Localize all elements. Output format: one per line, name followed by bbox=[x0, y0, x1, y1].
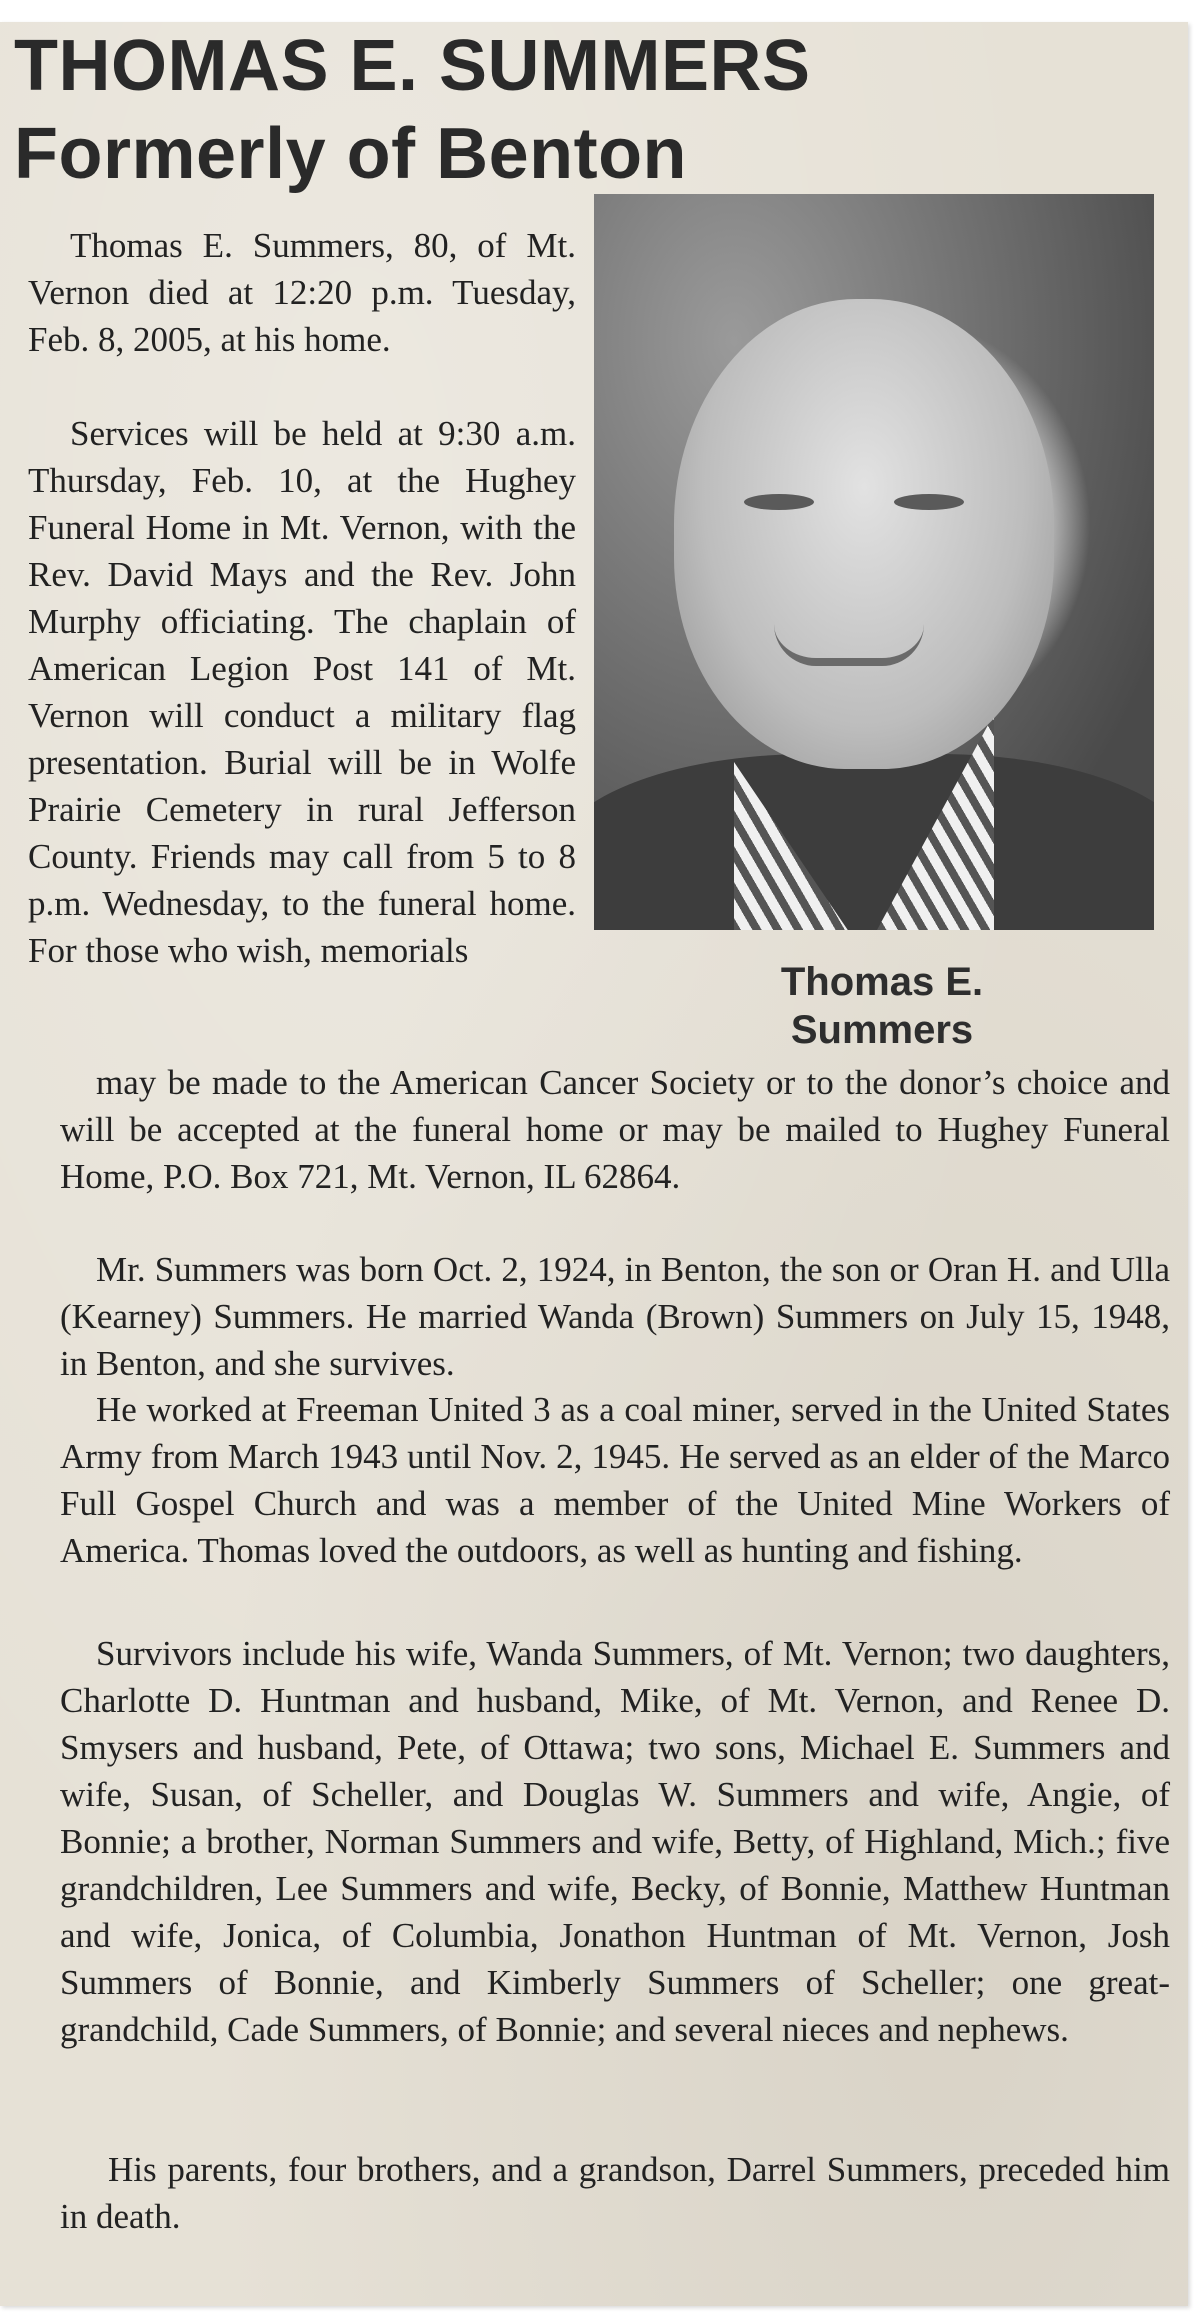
headline-subtitle: Formerly of Benton bbox=[14, 114, 688, 194]
photo-right-eye-shape bbox=[894, 494, 964, 510]
photo-smile-shape bbox=[774, 624, 924, 666]
headline-name: THOMAS E. SUMMERS bbox=[14, 26, 811, 106]
photo-caption: Thomas E. Summers bbox=[780, 960, 984, 1052]
paragraph-services: Services will be held at 9:30 a.m. Thursday, Feb. 10, at the Hughey Funeral Home in Mt. Vernon, with the Rev. David Mays and the Rev. John Murphy officiating. The chaplain of American Legion Post 141 of Mt. Vernon will conduct a military flag presentation. Burial will be in Wolfe Prairie Cemetery in rural Jefferson County. Friends may call from 5 to 8 p.m. Wednesday, to the funeral home. For those who wish, memorials bbox=[28, 414, 576, 970]
paragraph-death-notice: Thomas E. Summers, 80, of Mt. Vernon died at 12:20 p.m. Tuesday, Feb. 8, 2005, at his home. bbox=[28, 226, 576, 359]
paragraph-survivors: Survivors include his wife, Wanda Summers, of Mt. Vernon; two daughters, Charlotte D. Huntman and husband, Mike, of Mt. Vernon, and Renee D. Smysers and husband, Pete, of Ottawa; two sons, Michael E. Summers and wife, Susan, of Scheller, and Douglas W. Summers and wife, Angie, of Bonnie; a brother, Norman Summers and wife, Betty, of Highland, Mich.; five grandchildren, Lee Summers and wife, Becky, of Bonnie, Matthew Huntman and wife, Jonica, of Columbia, Jonathon Huntman of Mt. Vernon, Josh Summers of Bonnie, and Kimberly Summers of Scheller; one great-grandchild, Cade Summers, of Bonnie; and several nieces and nephews. bbox=[60, 1634, 1170, 2049]
paragraph-memorials: may be made to the American Cancer Society or to the donor’s choice and will be accepted at the funeral home or may be mailed to Hughey Funeral Home, P.O. Box 721, Mt. Vernon, IL 62864. bbox=[60, 1063, 1170, 1196]
photo-jacket-shape bbox=[594, 754, 1154, 930]
newspaper-clipping bbox=[0, 22, 1188, 2306]
portrait-photo bbox=[594, 194, 1154, 930]
paragraph-birth-marriage: Mr. Summers was born Oct. 2, 1924, in Benton, the son or Oran H. and Ulla (Kearney) Summers. He married Wanda (Brown) Summers on July 15, 1948, in Benton, and she survives. bbox=[60, 1250, 1170, 1383]
paragraph-preceded: His parents, four brothers, and a grandson, Darrel Summers, preceded him in death. bbox=[60, 2150, 1170, 2236]
photo-left-eye-shape bbox=[744, 494, 814, 510]
photo-face-shape bbox=[674, 299, 1054, 769]
paragraph-career: He worked at Freeman United 3 as a coal miner, served in the United States Army from March 1943 until Nov. 2, 1945. He served as an elder of the Marco Full Gospel Church and was a member of the United Mine Workers of America. Thomas loved the outdoors, as well as hunting and fishing. bbox=[60, 1390, 1170, 1570]
